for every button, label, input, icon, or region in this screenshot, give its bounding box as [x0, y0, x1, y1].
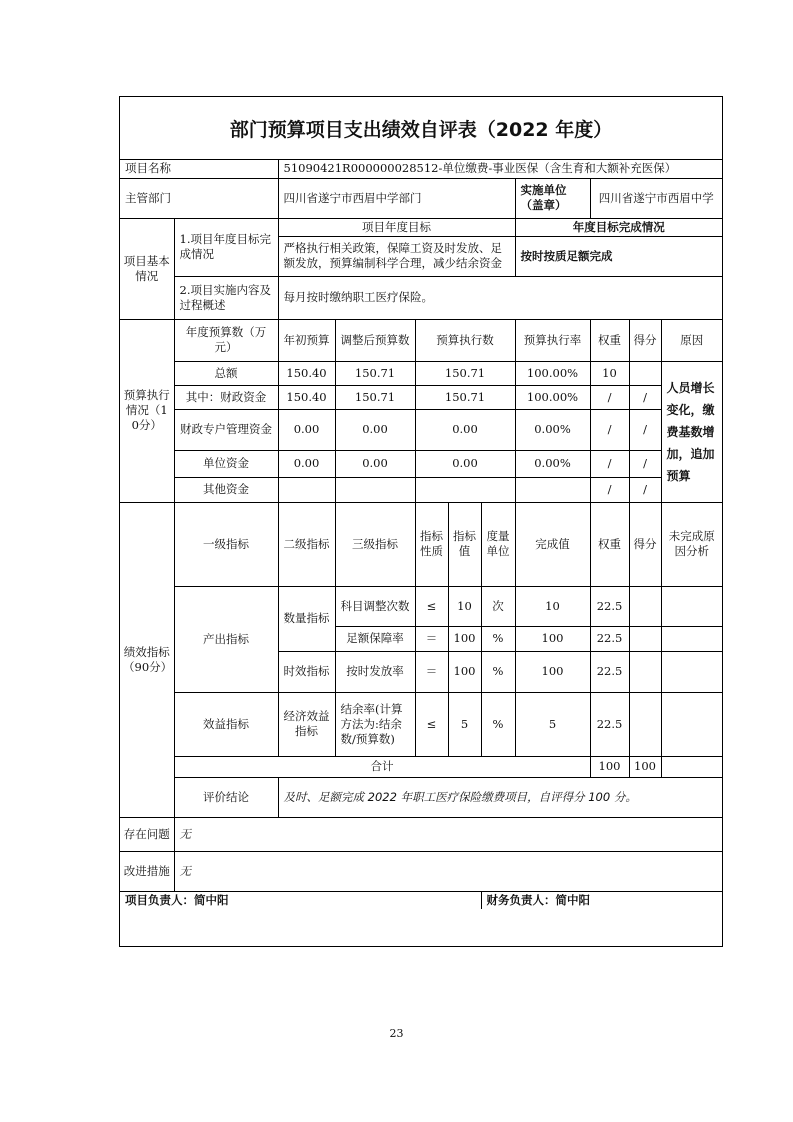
perf-row-nature: ≤: [415, 586, 448, 626]
budget-row-name: 财政专户管理资金: [174, 409, 278, 450]
perf-row-weight: 22.5: [590, 651, 629, 692]
impl-unit-value: 四川省遂宁市西眉中学: [590, 178, 722, 218]
perf-row-done: 10: [515, 586, 590, 626]
budget-row-rate: [515, 477, 590, 502]
goal-text: 严格执行相关政策，保障工资及时发放、足额发放，预算编制科学合理，减少结余资金: [278, 236, 515, 276]
perf-row-l2: 数量指标: [278, 586, 335, 651]
perf-row-score: [629, 651, 661, 692]
budget-row-executed: 0.00: [415, 409, 515, 450]
budget-row-rate: 100.00%: [515, 385, 590, 409]
issues-text: 无: [174, 817, 722, 851]
budget-row-executed: 150.71: [415, 361, 515, 385]
perf-row-done: 100: [515, 626, 590, 651]
output-indicator-label: 产出指标: [174, 586, 278, 692]
perf-row-nature: ＝: [415, 626, 448, 651]
impl-content-label: 2.项目实施内容及过程概述: [174, 276, 278, 319]
perf-row-l3: 结余率(计算方法为:结余数/预算数): [335, 692, 415, 756]
perf-row-reason: [661, 692, 722, 756]
perf-row-l3: 科目调整次数: [335, 586, 415, 626]
budget-row-name: 总额: [174, 361, 278, 385]
impl-unit-label: 实施单位（盖章）: [515, 178, 590, 218]
perf-row-value: 100: [448, 651, 481, 692]
perf-row-l3: 足额保障率: [335, 626, 415, 651]
budget-row-score: /: [629, 409, 661, 450]
form-title: 部门预算项目支出绩效自评表（2022 年度）: [120, 97, 722, 160]
budget-row-weight: /: [590, 385, 629, 409]
impl-content-text: 每月按时缴纳职工医疗保险。: [278, 276, 722, 319]
goal-col-header: 项目年度目标: [278, 218, 515, 236]
budget-row-adjusted: 150.71: [335, 385, 415, 409]
dept-value: 四川省遂宁市西眉中学部门: [278, 178, 515, 218]
budget-row-name: 其中：财政资金: [174, 385, 278, 409]
benefit-indicator-label: 效益指标: [174, 692, 278, 756]
perf-row-l3: 按时发放率: [335, 651, 415, 692]
budget-row-adjusted: 0.00: [335, 450, 415, 477]
budget-row-name: 单位资金: [174, 450, 278, 477]
perf-row-nature: ≤: [415, 692, 448, 756]
evaluation-table: [120, 160, 722, 909]
perf-header-reason: 未完成原因分析: [661, 502, 722, 586]
budget-row-rate: 0.00%: [515, 450, 590, 477]
dept-label: 主管部门: [120, 178, 278, 218]
perf-row-score: [629, 692, 661, 756]
perf-header-score: 得分: [629, 502, 661, 586]
total-reason: [661, 756, 722, 777]
total-weight: 100: [590, 756, 629, 777]
perf-header-unit: 度量单位: [481, 502, 515, 586]
perf-header-weight: 权重: [590, 502, 629, 586]
perf-row-value: 100: [448, 626, 481, 651]
perf-row-unit: %: [481, 626, 515, 651]
perf-row-score: [629, 586, 661, 626]
finance-lead: 财务负责人：简中阳: [481, 891, 722, 909]
budget-row-adjusted: [335, 477, 415, 502]
perf-header-l2: 二级指标: [278, 502, 335, 586]
perf-row-reason: [661, 651, 722, 692]
perf-row-unit: %: [481, 651, 515, 692]
measures-label: 改进措施: [120, 851, 174, 891]
budget-reason: 人员增长变化，缴费基数增加，追加预算: [661, 361, 722, 502]
budget-row-weight: /: [590, 450, 629, 477]
budget-row-initial: 150.40: [278, 385, 335, 409]
budget-row-score: /: [629, 450, 661, 477]
perf-label: 绩效指标（90分）: [120, 502, 174, 817]
budget-header-rate: 预算执行率: [515, 319, 590, 361]
conclusion-label: 评价结论: [174, 777, 278, 817]
budget-row-score: [629, 361, 661, 385]
perf-row-value: 10: [448, 586, 481, 626]
budget-row-executed: 0.00: [415, 450, 515, 477]
perf-row-done: 5: [515, 692, 590, 756]
budget-header-initial: 年初预算: [278, 319, 335, 361]
budget-header-executed: 预算执行数: [415, 319, 515, 361]
budget-header-adjusted: 调整后预算数: [335, 319, 415, 361]
budget-row-initial: 0.00: [278, 409, 335, 450]
perf-header-l1: 一级指标: [174, 502, 278, 586]
perf-row-reason: [661, 626, 722, 651]
budget-label: 预算执行情况（10分）: [120, 319, 174, 502]
budget-header-amount: 年度预算数（万元）: [174, 319, 278, 361]
budget-row-initial: 0.00: [278, 450, 335, 477]
page-number: 23: [389, 1027, 404, 1040]
budget-row-adjusted: 0.00: [335, 409, 415, 450]
budget-header-weight: 权重: [590, 319, 629, 361]
total-score: 100: [629, 756, 661, 777]
budget-row-initial: 150.40: [278, 361, 335, 385]
measures-text: 无: [174, 851, 722, 891]
project-lead: 项目负责人：简中阳: [120, 891, 481, 909]
status-col-header: 年度目标完成情况: [515, 218, 722, 236]
perf-row-weight: 22.5: [590, 586, 629, 626]
budget-row-initial: [278, 477, 335, 502]
evaluation-form: [119, 96, 723, 947]
perf-header-done: 完成值: [515, 502, 590, 586]
budget-row-weight: /: [590, 477, 629, 502]
perf-row-unit: %: [481, 692, 515, 756]
project-name-value: 51090421R000000028512-单位缴费-事业医保（含生育和大额补充医保）: [278, 160, 722, 178]
budget-row-rate: 0.00%: [515, 409, 590, 450]
budget-row-score: /: [629, 477, 661, 502]
perf-row-l2: 时效指标: [278, 651, 335, 692]
basic-info-label: 项目基本情况: [120, 218, 174, 319]
issues-label: 存在问题: [120, 817, 174, 851]
goal-label: 1.项目年度目标完成情况: [174, 218, 278, 276]
perf-header-nature: 指标性质: [415, 502, 448, 586]
perf-row-weight: 22.5: [590, 626, 629, 651]
perf-header-l3: 三级指标: [335, 502, 415, 586]
budget-row-weight: /: [590, 409, 629, 450]
status-text: 按时按质足额完成: [515, 236, 722, 276]
perf-row-l2: 经济效益指标: [278, 692, 335, 756]
budget-header-score: 得分: [629, 319, 661, 361]
project-name-label: 项目名称: [120, 160, 278, 178]
budget-row-adjusted: 150.71: [335, 361, 415, 385]
budget-row-executed: 150.71: [415, 385, 515, 409]
perf-row-weight: 22.5: [590, 692, 629, 756]
budget-row-rate: 100.00%: [515, 361, 590, 385]
conclusion-text: 及时、足额完成 2022 年职工医疗保险缴费项目，自评得分 100 分。: [278, 777, 722, 817]
perf-row-value: 5: [448, 692, 481, 756]
budget-row-score: /: [629, 385, 661, 409]
perf-row-unit: 次: [481, 586, 515, 626]
budget-header-reason: 原因: [661, 319, 722, 361]
perf-row-nature: ＝: [415, 651, 448, 692]
perf-row-reason: [661, 586, 722, 626]
budget-row-name: 其他资金: [174, 477, 278, 502]
total-label: 合计: [174, 756, 590, 777]
perf-header-value: 指标值: [448, 502, 481, 586]
perf-row-score: [629, 626, 661, 651]
budget-row-weight: 10: [590, 361, 629, 385]
budget-row-executed: [415, 477, 515, 502]
perf-row-done: 100: [515, 651, 590, 692]
